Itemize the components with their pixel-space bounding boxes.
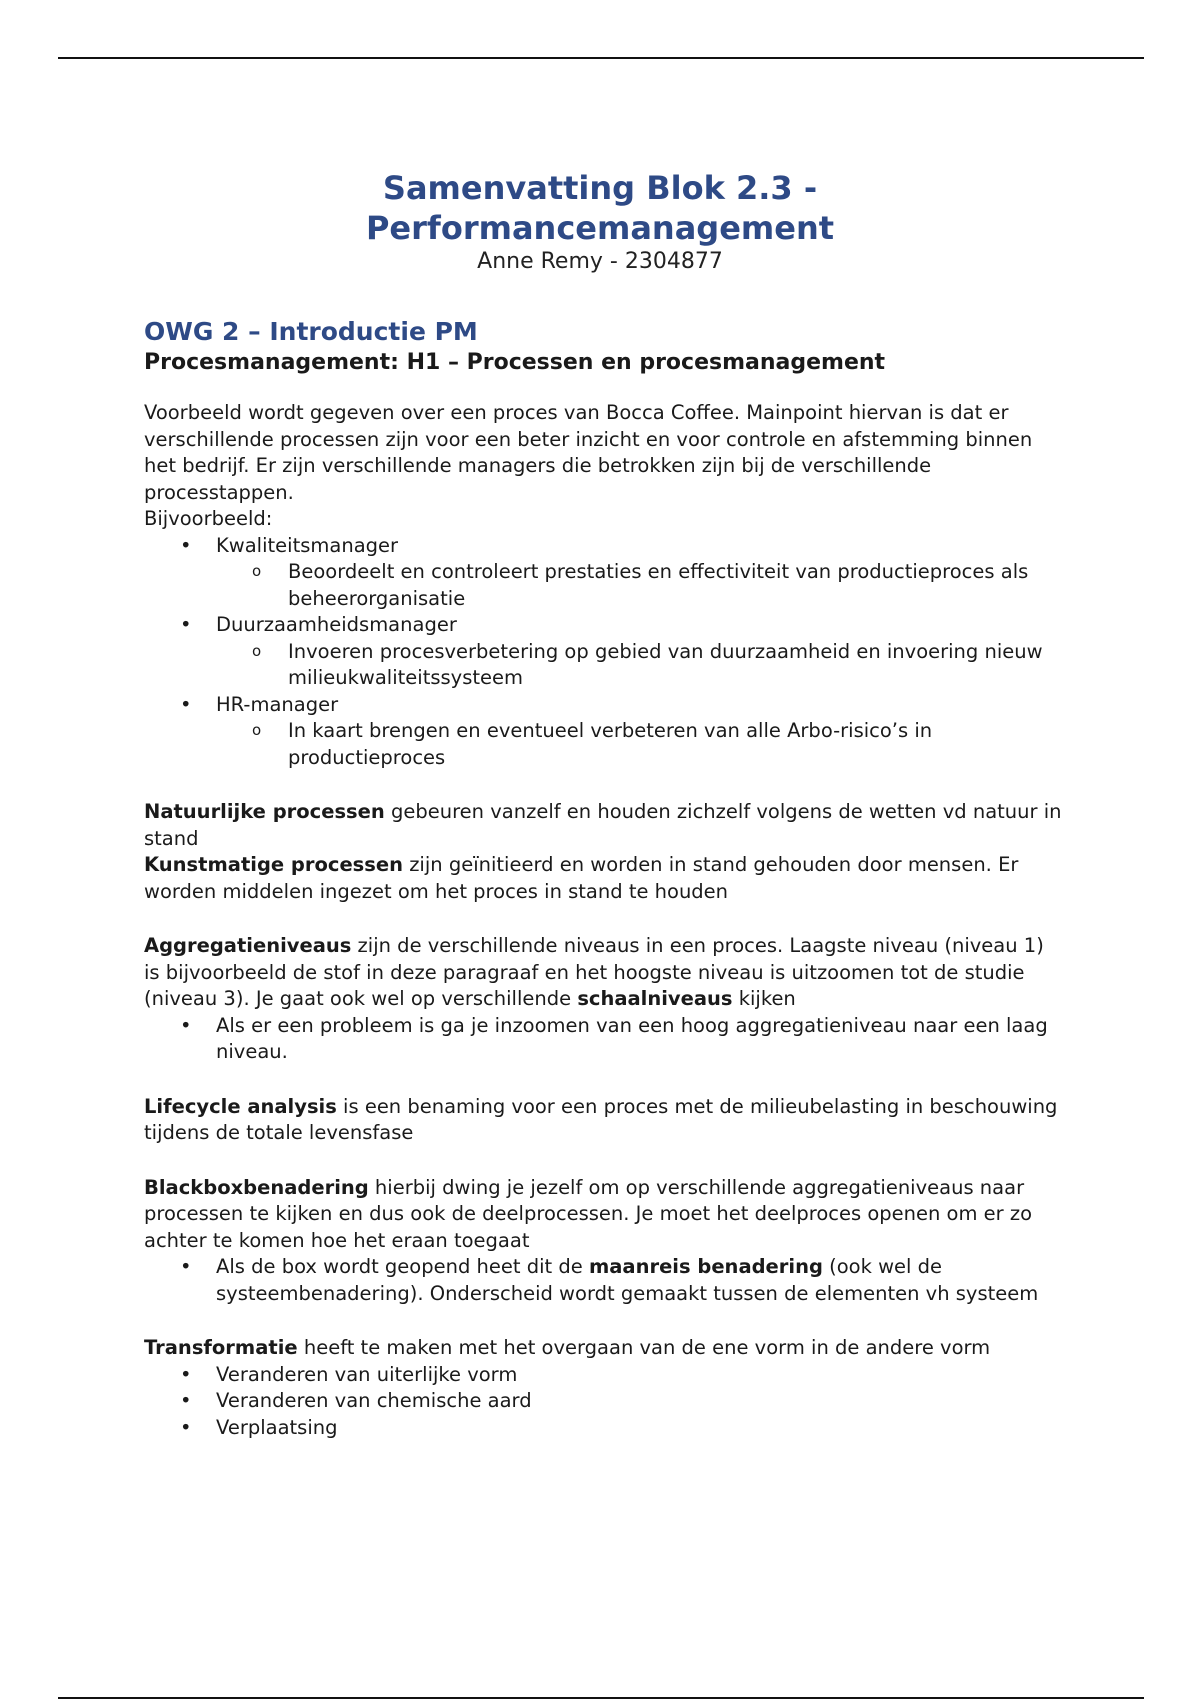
section-heading: OWG 2 – Introductie PM (144, 317, 478, 346)
blackbox-paragraph: Blackboxbenadering hierbij dwing je jezelf om op verschillende aggregatieniveaus naar processen te kijken en dus ook de deelprocessen. Je moet het deelproces openen om er zo achter te komen hoe het eraan toegaat (144, 1175, 1033, 1252)
natural-processes-paragraph: Natuurlijke processen gebeuren vanzelf en houden zichzelf volgens de wetten vd natuur in stand (144, 800, 1062, 850)
list-item: • Als de box wordt geopend heet dit de maanreis benadering (ook wel de systeembenadering). Onderscheid wordt gemaakt tussen de elementen vh systeem (144, 1254, 1064, 1307)
transformation-paragraph: Transformatie heeft te maken met het overgaan van de ene vorm in de andere vorm (144, 1336, 991, 1359)
term: Kunstmatige processen (144, 853, 403, 876)
sub-list-item: o Beoordeelt en controleert prestaties en effectiviteit van productieproces als beheerorganisatie (216, 559, 1064, 612)
manager-name: HR-manager (216, 692, 339, 716)
list-item: • Verplaatsing (144, 1415, 1064, 1442)
list-item (144, 612, 1064, 692)
aggregation-paragraph: Aggregatieniveaus zijn de verschillende niveaus in een proces. Laagste niveau (niveau 1) is bijvoorbeeld de stof in deze paragraaf en het hoogste niveau is uitzoomen tot de studie (niveau 3). Je gaat ook wel op verschillende schaalniveaus kijken (144, 934, 1044, 1010)
sub-list (216, 559, 1064, 612)
list-item (144, 533, 1064, 613)
manager-name: Kwaliteitsmanager (216, 533, 399, 557)
title-line-1: Samenvatting Blok 2.3 - (382, 169, 818, 207)
chapter-heading: Procesmanagement: H1 – Processen en procesmanagement (144, 350, 886, 375)
list-item: • Veranderen van chemische aard (144, 1388, 1064, 1415)
term: Transformatie (144, 1336, 298, 1359)
example-label: Bijvoorbeeld: (144, 507, 273, 530)
manager-name: Duurzaamheidsmanager (216, 613, 457, 636)
top-rule (58, 57, 1144, 59)
sub-list (216, 639, 1064, 692)
sub-list-item: o In kaart brengen en eventueel verbeteren van alle Arbo-risico’s in productieproces (216, 718, 1064, 771)
transformation-list (144, 1362, 1064, 1442)
document-title (0, 168, 1200, 248)
document-body (144, 316, 1064, 1441)
list-item: • Als er een probleem is ga je inzoomen van een hoog aggregatieniveau naar een laag niveau. (144, 1013, 1064, 1066)
term: maanreis benadering (588, 1255, 823, 1278)
list-item: • Veranderen van uiterlijke vorm (144, 1362, 1064, 1389)
author-line: Anne Remy - 2304877 (477, 249, 723, 274)
blackbox-list (144, 1254, 1064, 1307)
list-item (144, 692, 1064, 772)
lifecycle-paragraph: Lifecycle analysis is een benaming voor een proces met de milieubelasting in beschouwing tijdens de totale levensfase (144, 1094, 1058, 1144)
term: Aggregatieniveaus (144, 934, 352, 957)
term: Lifecycle analysis (144, 1094, 337, 1118)
term: Natuurlijke processen (144, 800, 385, 823)
artificial-processes-paragraph: Kunstmatige processen zijn geïnitieerd en worden in stand gehouden door mensen. Er worden middelen ingezet om het proces in stand te houden (144, 853, 1019, 903)
title-block (0, 168, 1200, 276)
term: Blackboxbenadering (144, 1175, 369, 1199)
aggregation-list (144, 1013, 1064, 1066)
bottom-rule (58, 1697, 1144, 1699)
sub-list (216, 718, 1064, 771)
title-line-2: Performancemanagement (365, 209, 835, 247)
intro-paragraph: Voorbeeld wordt gegeven over een proces van Bocca Coffee. Mainpoint hiervan is dat er verschillende processen zijn voor een beter inzicht en voor controle en afstemming binnen het bedrijf. Er zijn verschillende managers die betrokken zijn bij de verschillende processtappen. (144, 401, 1033, 504)
term: schaalniveaus (577, 987, 733, 1010)
sub-list-item: o Invoeren procesverbetering op gebied van duurzaamheid en invoering nieuw milieukwaliteitssysteem (216, 639, 1064, 692)
manager-list (144, 533, 1064, 772)
